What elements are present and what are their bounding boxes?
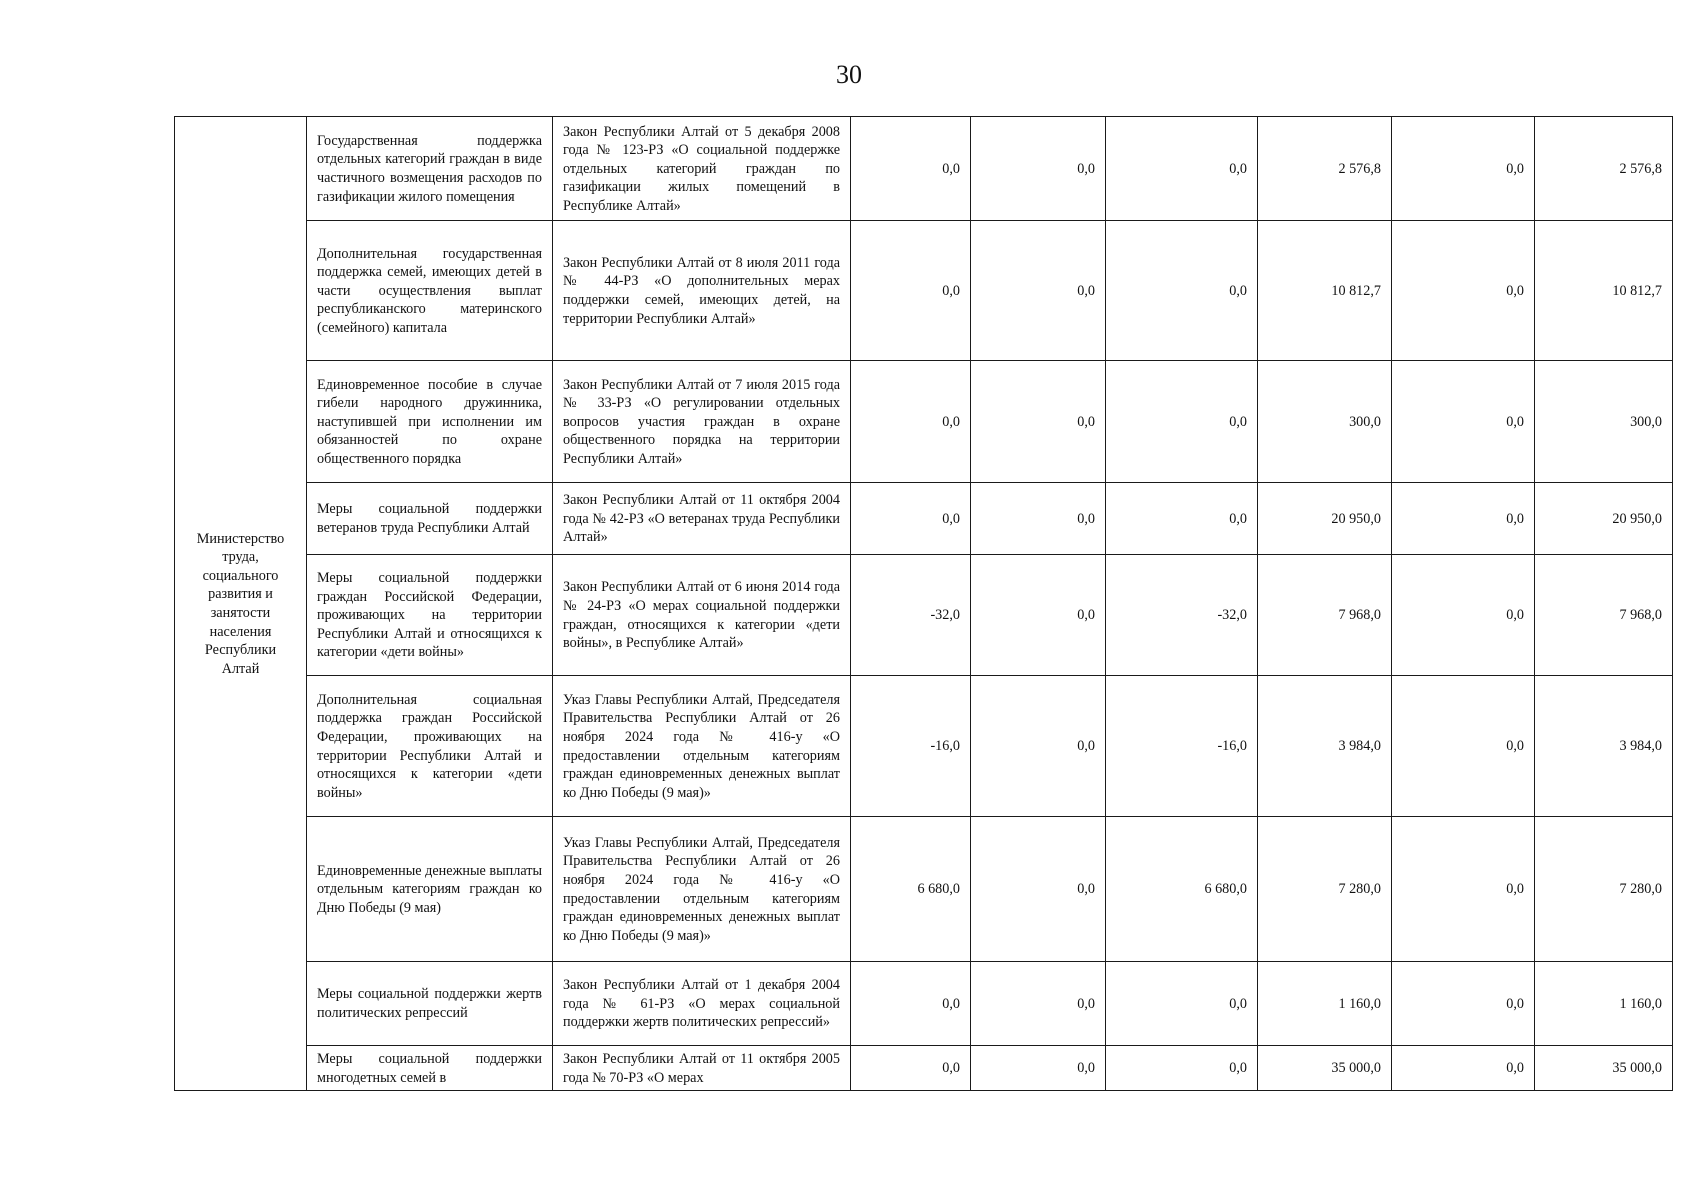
law-cell: Указ Главы Республики Алтай, Председателя Правительства Республики Алтай от 26 ноября 2024 года № 416-у «О предоставлении отдельным категориям граждан единовременных денежных выплат ко Дню Победы (9 мая)»	[553, 817, 851, 962]
table-row	[175, 117, 1673, 221]
value-cell: 0,0	[1392, 221, 1535, 361]
value-cell: 7 968,0	[1258, 555, 1392, 676]
budget-table	[174, 116, 1673, 1091]
law-cell: Указ Главы Республики Алтай, Председателя Правительства Республики Алтай от 26 ноября 2024 года № 416-у «О предоставлении отдельным категориям граждан единовременных денежных выплат ко Дню Победы (9 мая)»	[553, 676, 851, 817]
law-cell: Закон Республики Алтай от 7 июля 2015 года № 33-РЗ «О регулировании отдельных вопросов участия граждан в охране общественного порядка на территории Республики Алтай»	[553, 361, 851, 483]
table-row	[175, 483, 1673, 555]
law-cell: Закон Республики Алтай от 6 июня 2014 года № 24-РЗ «О мерах социальной поддержки граждан, относящихся к категории «дети войны», в Республике Алтай»	[553, 555, 851, 676]
value-cell: 10 812,7	[1535, 221, 1673, 361]
value-cell: 0,0	[971, 555, 1106, 676]
value-cell: 0,0	[1392, 361, 1535, 483]
value-cell: 0,0	[971, 1046, 1106, 1091]
value-cell: 6 680,0	[1106, 817, 1258, 962]
table-row	[175, 1046, 1673, 1091]
value-cell: 2 576,8	[1258, 117, 1392, 221]
value-cell: 0,0	[1106, 221, 1258, 361]
value-cell: 0,0	[1392, 962, 1535, 1046]
measure-cell: Дополнительная социальная поддержка граждан Российской Федерации, проживающих на территории Республики Алтай и относящихся к категории «дети войны»	[307, 676, 553, 817]
ministry-cell: Министерство труда, социального развития и занятости населения Республики Алтай	[175, 117, 307, 1091]
value-cell: 10 812,7	[1258, 221, 1392, 361]
value-cell: 0,0	[851, 1046, 971, 1091]
value-cell: 0,0	[971, 117, 1106, 221]
value-cell: 7 280,0	[1535, 817, 1673, 962]
value-cell: 7 968,0	[1535, 555, 1673, 676]
page-number: 30	[836, 60, 862, 89]
value-cell: 0,0	[1106, 1046, 1258, 1091]
value-cell: 3 984,0	[1258, 676, 1392, 817]
measure-cell: Меры социальной поддержки ветеранов труда Республики Алтай	[307, 483, 553, 555]
measure-cell: Единовременные денежные выплаты отдельным категориям граждан ко Дню Победы (9 мая)	[307, 817, 553, 962]
value-cell: 20 950,0	[1535, 483, 1673, 555]
value-cell: 35 000,0	[1258, 1046, 1392, 1091]
value-cell: 0,0	[1106, 361, 1258, 483]
table-row	[175, 676, 1673, 817]
value-cell: 0,0	[1392, 117, 1535, 221]
value-cell: 0,0	[971, 221, 1106, 361]
value-cell: 1 160,0	[1258, 962, 1392, 1046]
measure-cell: Единовременное пособие в случае гибели народного дружинника, наступившей при исполнении им обязанностей по охране общественного порядка	[307, 361, 553, 483]
law-cell: Закон Республики Алтай от 5 декабря 2008 года № 123-РЗ «О социальной поддержке отдельных категорий граждан по газификации жилых помещений в Республике Алтай»	[553, 117, 851, 221]
value-cell: 0,0	[1106, 117, 1258, 221]
law-text: Закон Республики Алтай от 11 октября 2005 года № 70-РЗ «О мерах	[563, 1051, 840, 1086]
law-cell: Закон Республики Алтай от 11 октября 2004 года № 42-РЗ «О ветеранах труда Республики Алтай»	[553, 483, 851, 555]
value-cell: 0,0	[1392, 555, 1535, 676]
value-cell: 20 950,0	[1258, 483, 1392, 555]
measure-cell: Дополнительная государственная поддержка семей, имеющих детей в части осуществления выплат республиканского материнского (семейного) капитала	[307, 221, 553, 361]
value-cell: 0,0	[851, 221, 971, 361]
measure-cell	[307, 1046, 553, 1091]
law-cell	[553, 1046, 851, 1091]
value-cell: 0,0	[1106, 962, 1258, 1046]
value-cell: -32,0	[851, 555, 971, 676]
value-cell: -16,0	[1106, 676, 1258, 817]
value-cell: 0,0	[1392, 1046, 1535, 1091]
table-row	[175, 361, 1673, 483]
value-cell: 0,0	[971, 676, 1106, 817]
value-cell: 0,0	[851, 483, 971, 555]
measure-cell: Государственная поддержка отдельных категорий граждан в виде частичного возмещения расходов по газификации жилого помещения	[307, 117, 553, 221]
law-cell: Закон Республики Алтай от 8 июля 2011 года № 44-РЗ «О дополнительных мерах поддержки семей, имеющих детей, на территории Республики Алтай»	[553, 221, 851, 361]
value-cell: -32,0	[1106, 555, 1258, 676]
value-cell: 6 680,0	[851, 817, 971, 962]
table-row	[175, 817, 1673, 962]
measure-cell: Меры социальной поддержки граждан Российской Федерации, проживающих на территории Республики Алтай и относящихся к категории «дети войны»	[307, 555, 553, 676]
value-cell: 7 280,0	[1258, 817, 1392, 962]
value-cell: 0,0	[971, 361, 1106, 483]
value-cell: 0,0	[1392, 676, 1535, 817]
value-cell: 0,0	[971, 483, 1106, 555]
value-cell: 35 000,0	[1535, 1046, 1673, 1091]
value-cell: -16,0	[851, 676, 971, 817]
value-cell: 1 160,0	[1535, 962, 1673, 1046]
table-row	[175, 221, 1673, 361]
table-row	[175, 555, 1673, 676]
value-cell: 0,0	[971, 962, 1106, 1046]
law-cell: Закон Республики Алтай от 1 декабря 2004 года № 61-РЗ «О мерах социальной поддержки жертв политических репрессий»	[553, 962, 851, 1046]
value-cell: 0,0	[1392, 817, 1535, 962]
value-cell: 300,0	[1258, 361, 1392, 483]
value-cell: 0,0	[1392, 483, 1535, 555]
value-cell: 0,0	[851, 361, 971, 483]
value-cell: 3 984,0	[1535, 676, 1673, 817]
value-cell: 2 576,8	[1535, 117, 1673, 221]
measure-cell: Меры социальной поддержки жертв политических репрессий	[307, 962, 553, 1046]
value-cell: 0,0	[851, 117, 971, 221]
value-cell: 300,0	[1535, 361, 1673, 483]
value-cell: 0,0	[1106, 483, 1258, 555]
measure-text: Меры социальной поддержки многодетных семей в	[317, 1051, 542, 1086]
table-row	[175, 962, 1673, 1046]
value-cell: 0,0	[971, 817, 1106, 962]
value-cell: 0,0	[851, 962, 971, 1046]
